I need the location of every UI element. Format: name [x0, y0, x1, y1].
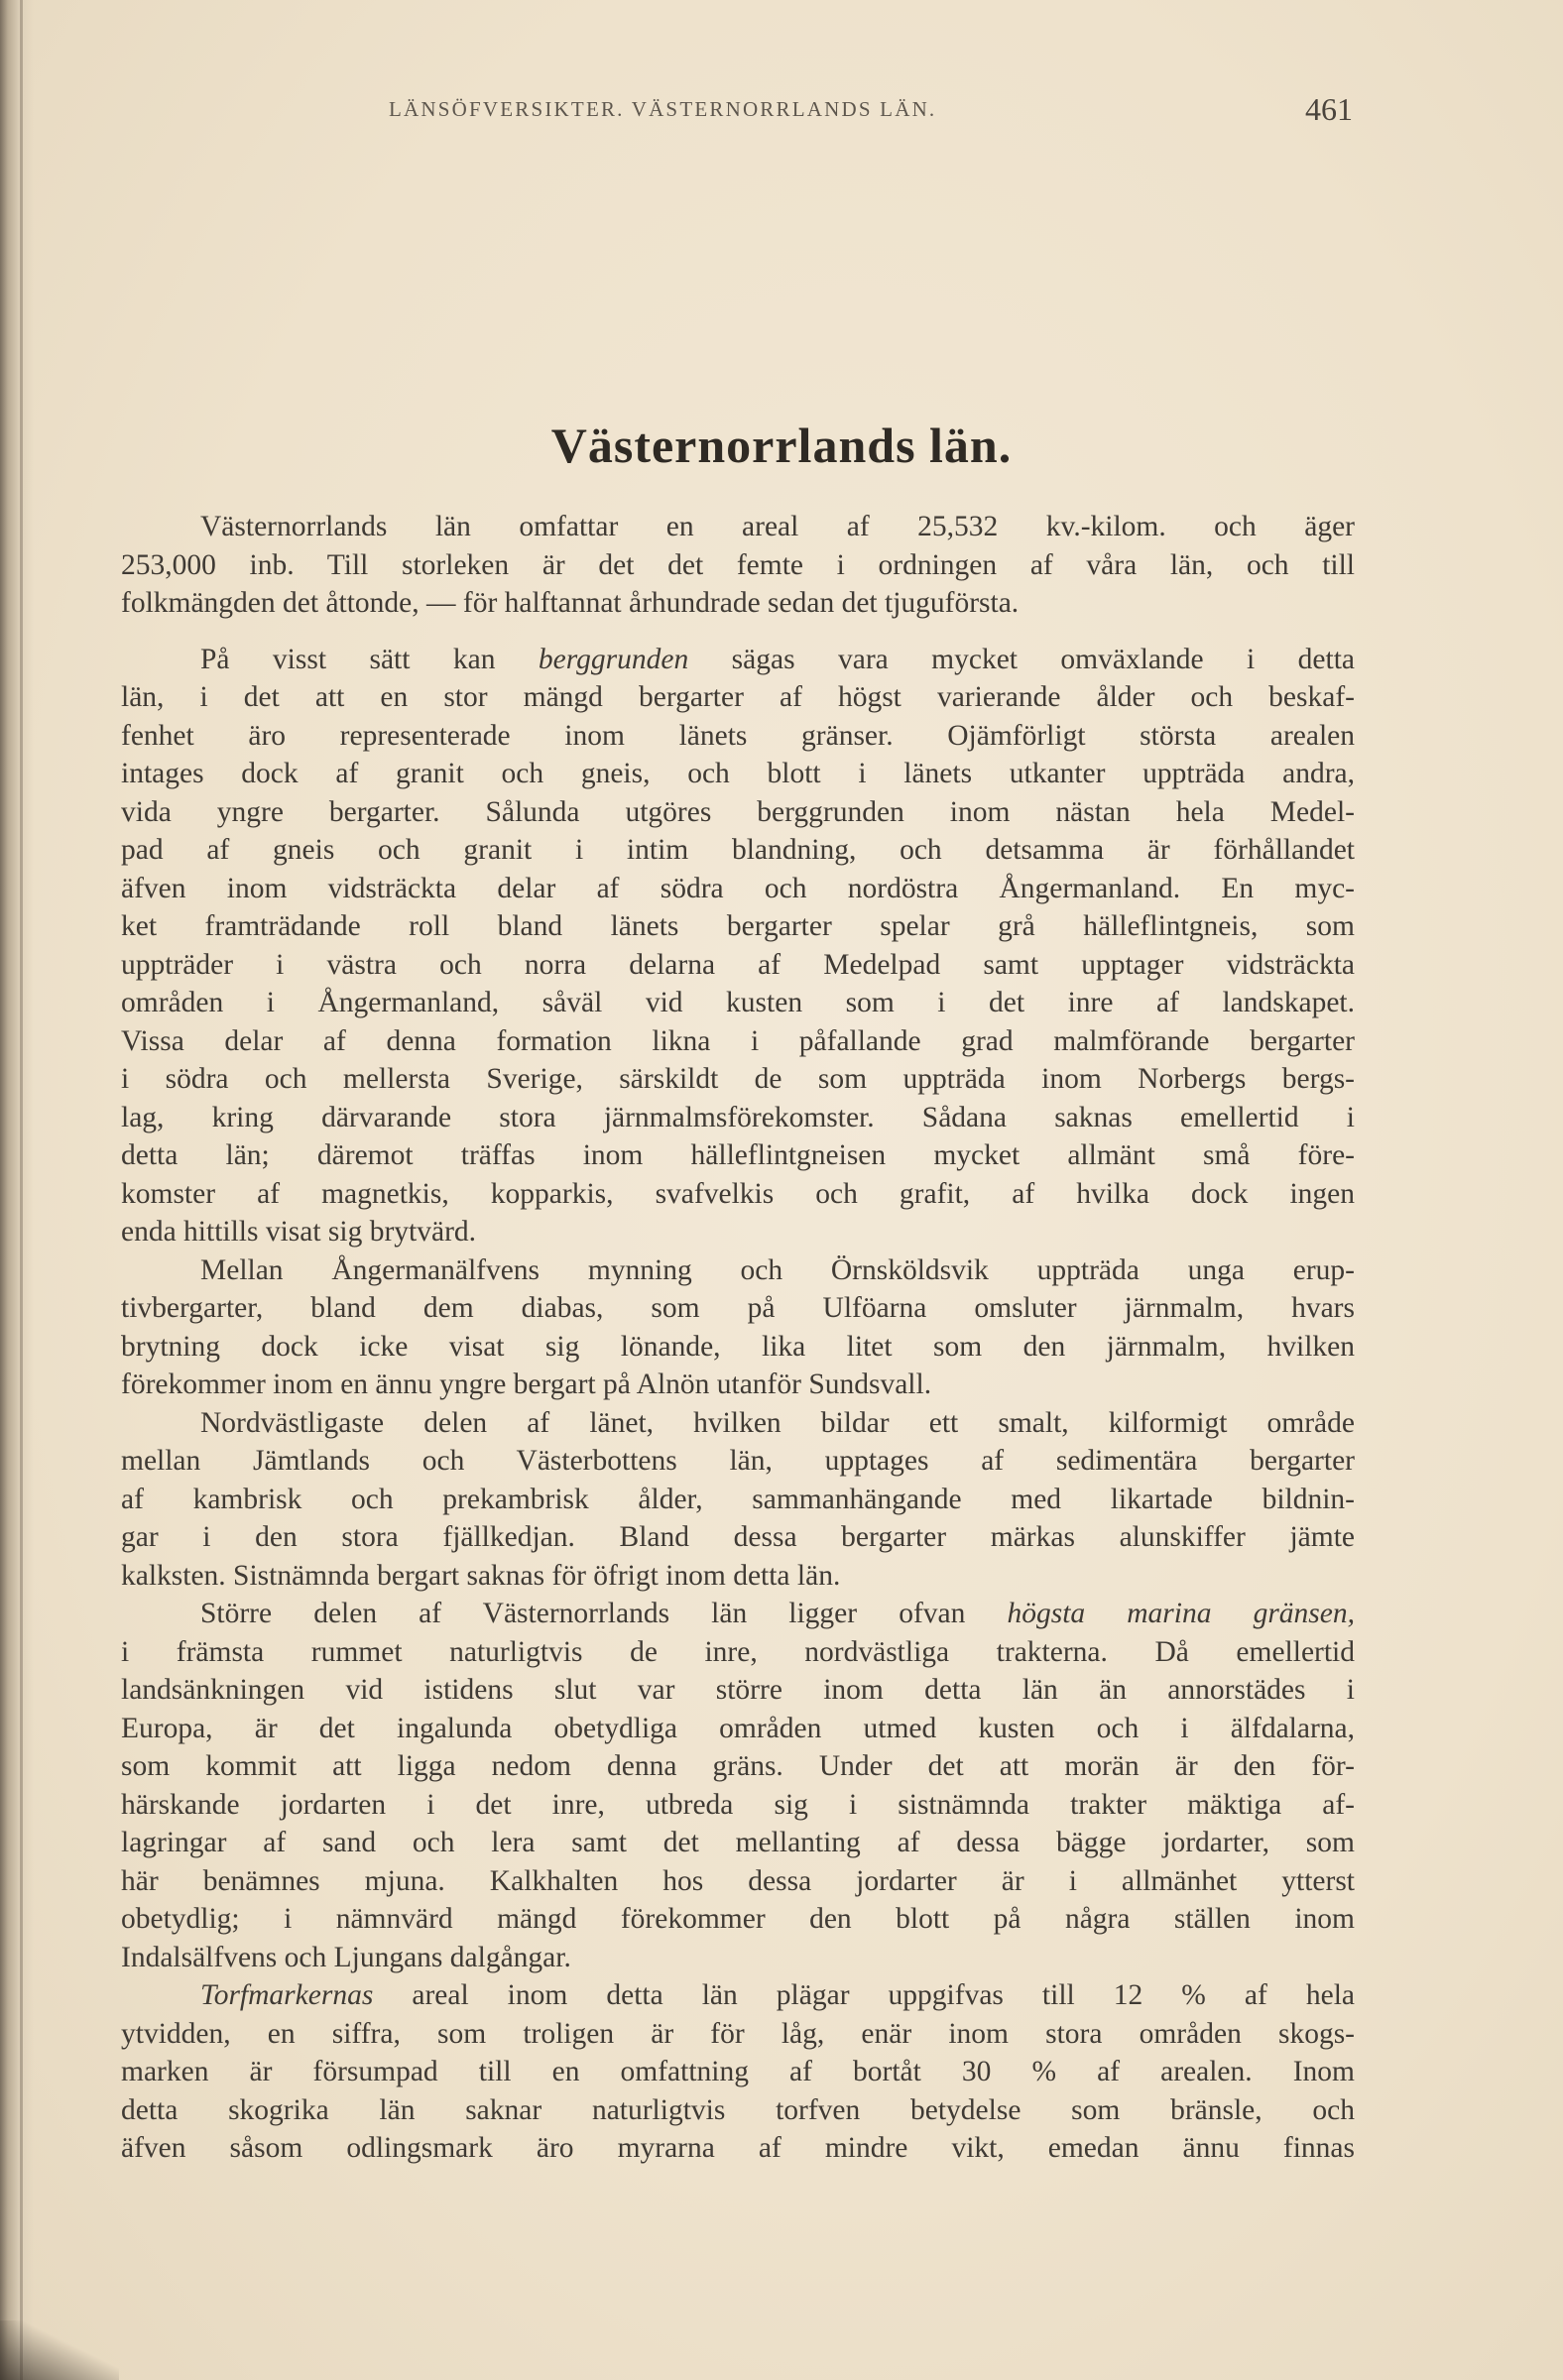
paragraph-gap	[121, 623, 1355, 641]
emphasis-term: berggrunden	[538, 643, 689, 675]
text-line: Västernorrlands län omfattar en areal af 25,532 kv.-kilom. och äger	[200, 511, 1355, 542]
text-line: mellan Jämtlands och Västerbottens län, upptages af sedimentära bergarter	[121, 1445, 1355, 1477]
emphasis-term: Torfmarkernas	[200, 1979, 374, 2011]
text-line: marken är försumpad till en omfattning af bortåt 30 % af arealen. Inom	[121, 2056, 1355, 2087]
text-line: i södra och mellersta Sverige, särskildt de som uppträda inom Norbergs bergs-	[121, 1063, 1355, 1095]
text-line: som kommit att ligga nedom denna gräns. Under det att morän är den för-	[121, 1750, 1355, 1782]
text-line: äfven såsom odlingsmark äro myrarna af mindre vikt, emedan ännu finnas	[121, 2132, 1355, 2164]
text-line: ytvidden, en siffra, som troligen är för låg, enär inom stora områden skogs-	[121, 2017, 1355, 2050]
text-line: vida yngre bergarter. Sålunda utgöres berggrunden inom nästan hela Medel-	[121, 795, 1355, 828]
text-line: 253,000 inb. Till storleken är det det femte i ordningen af våra län, och till	[121, 548, 1355, 581]
text-line: gar i den stora fjällkedjan. Bland dessa bergarter märkas alunskiffer jämte	[121, 1521, 1355, 1553]
text-line: i främsta rummet naturligtvis de inre, nordvästliga trakterna. Då emellertid	[121, 1635, 1355, 1668]
corner-shadow	[0, 2320, 119, 2380]
text-line: komster af magnetkis, kopparkis, svafvelkis och grafit, af hvilka dock ingen	[121, 1177, 1355, 1210]
text-line: Vissa delar af denna formation likna i påfallande grad malmförande bergarter	[121, 1024, 1355, 1057]
page-number: 461	[1305, 91, 1353, 127]
book-spine-shadow	[0, 0, 34, 2380]
text-line: folkmängden det åttonde, — för halftannat århundrade sedan det tjuguförsta.	[121, 587, 1020, 619]
text-line	[121, 1595, 1355, 1633]
text-line	[121, 641, 1355, 679]
text-line: områden i Ångermanland, såväl vid kusten som i det inre af landskapet.	[121, 987, 1355, 1018]
text-run: På visst sätt kan	[200, 643, 539, 675]
paragraph-northwest	[121, 1404, 1355, 1596]
text-line: detta län; däremot träffas inom hälleflintgneisen mycket allmänt små före-	[121, 1139, 1355, 1171]
spine-edge-line	[20, 0, 23, 2380]
text-line: kalksten. Sistnämnda bergart saknas för öfrigt inom detta län.	[121, 1559, 841, 1592]
text-line: brytning dock icke visat sig lönande, lika litet som den järnmalm, hvilken	[121, 1330, 1355, 1363]
paragraph-bedrock	[121, 641, 1355, 1251]
text-run: sägas vara mycket omväxlande i detta	[688, 643, 1356, 675]
text-line: pad af gneis och granit i intim blandning, och detsamma är förhållandet	[121, 834, 1355, 866]
emphasis-term: högsta marina gränsen,	[1007, 1598, 1355, 1629]
text-run: Större delen af Västernorrlands län ligger ofvan	[200, 1598, 1008, 1629]
text-line: obetydlig; i nämnvärd mängd förekommer den blott på några ställen inom	[121, 1903, 1355, 1935]
paragraph-peatlands	[121, 1976, 1355, 2168]
running-head	[121, 91, 1353, 131]
text-run: areal inom detta län plägar uppgifvas till 12 % af hela	[373, 1979, 1355, 2011]
text-line: äfven inom vidsträckta delar af södra och nordöstra Ångermanland. En myc-	[121, 872, 1355, 904]
text-line: intages dock af granit och gneis, och blott i länets utkanter uppträda andra,	[121, 758, 1355, 789]
text-line: lag, kring därvarande stora järnmalmsförekomster. Sådana saknas emellertid i	[121, 1101, 1355, 1133]
text-line: uppträder i västra och norra delarna af Medelpad samt upptager vidsträckta	[121, 948, 1355, 981]
text-line: fenhet äro representerade inom länets gränser. Ojämförligt största arealen	[121, 719, 1355, 752]
text-line: härskande jordarten i det inre, utbreda sig i sistnämnda trakter mäktiga af-	[121, 1788, 1355, 1821]
text-line: Mellan Ångermanälfvens mynning och Örnsköldsvik uppträda unga erup-	[200, 1253, 1355, 1286]
text-line: ket framträdande roll bland länets bergarter spelar grå hälleflintgneis, som	[121, 910, 1355, 942]
page-title: Västernorrlands län.	[550, 417, 1013, 473]
paragraph-eruptive-rocks	[121, 1251, 1355, 1404]
text-line: Nordvästligaste delen af länet, hvilken bildar ett smalt, kilformigt område	[200, 1406, 1355, 1439]
text-line	[121, 1976, 1355, 2015]
paragraph-area-population	[121, 508, 1355, 623]
text-line: enda hittills visat sig brytvärd.	[121, 1216, 477, 1248]
running-head-text: LÄNSÖFVERSIKTER. VÄSTERNORRLANDS LÄN.	[389, 97, 937, 121]
text-line: landsänkningen vid istidens slut var större inom detta län än annorstädes i	[121, 1674, 1355, 1706]
text-line: här benämnes mjuna. Kalkhalten hos dessa jordarter är i allmänhet ytterst	[121, 1864, 1355, 1897]
body-text	[121, 508, 1355, 2168]
text-line: detta skogrika län saknar naturligtvis torfven betydelse som bränsle, och	[121, 2093, 1355, 2126]
paragraph-marine-limit	[121, 1595, 1355, 1976]
text-line: län, i det att en stor mängd bergarter af högst varierande ålder och beskaf-	[121, 681, 1355, 713]
text-line: tivbergarter, bland dem diabas, som på Ulföarna omsluter järnmalm, hvars	[121, 1292, 1355, 1324]
text-line: lagringar af sand och lera samt det mellanting af dessa bägge jordarter, som	[121, 1827, 1355, 1858]
text-line: förekommer inom en ännu yngre bergart på Alnön utanför Sundsvall.	[121, 1368, 932, 1400]
text-line: Indalsälfvens och Ljungans dalgångar.	[121, 1941, 571, 1973]
text-line: Europa, är det ingalunda obetydliga områden utmed kusten och i älfdalarna,	[121, 1712, 1355, 1744]
text-line: af kambrisk och prekambrisk ålder, sammanhängande med likartade bildnin-	[121, 1483, 1355, 1515]
